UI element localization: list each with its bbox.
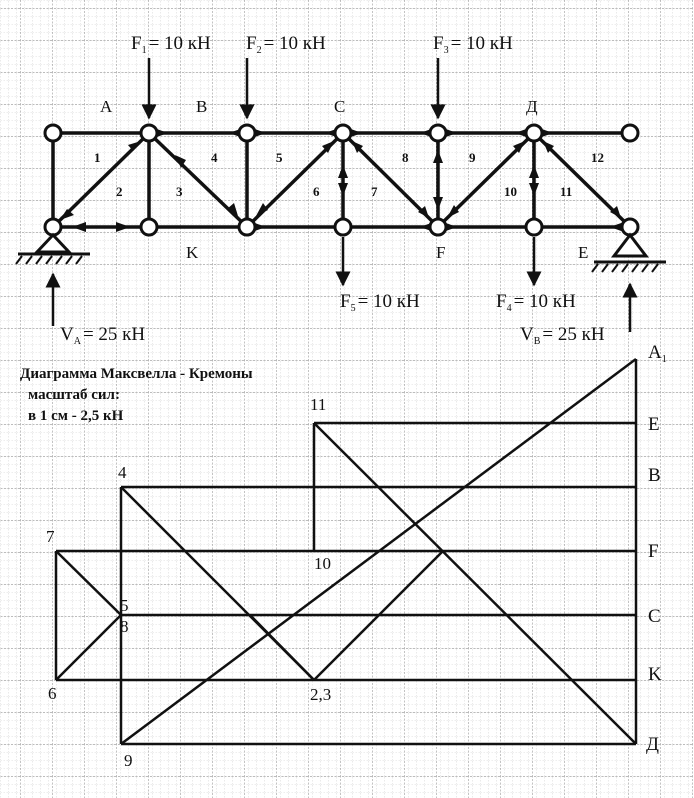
joint bbox=[45, 219, 61, 235]
panel-label-c: C bbox=[334, 97, 346, 116]
joint bbox=[239, 219, 255, 235]
panel-label-e: E bbox=[578, 243, 589, 262]
point-label-6: 6 bbox=[48, 684, 57, 703]
right-label-e: E bbox=[648, 414, 660, 435]
right-label-d: Д bbox=[646, 734, 659, 755]
reaction-label-va: $V_A = 25$ кН bbox=[60, 324, 146, 347]
point-label-7: 7 bbox=[46, 527, 55, 546]
cremona-title: Диаграмма Максвелла - Кремоны bbox=[20, 366, 253, 382]
member-number: 8 bbox=[402, 150, 409, 165]
load-label-f5: $F_5 = 10$ кН bbox=[340, 291, 420, 314]
point-label-5: 5 bbox=[120, 596, 129, 615]
joint bbox=[430, 219, 446, 235]
point-label-8: 8 bbox=[120, 617, 129, 636]
point-label-2-3: 2,3 bbox=[310, 685, 332, 704]
right-label-f: F bbox=[648, 541, 659, 562]
joint bbox=[430, 125, 446, 141]
panel-label-f: F bbox=[436, 243, 446, 262]
joint bbox=[526, 219, 542, 235]
member-number: 2 bbox=[116, 184, 123, 199]
panel-label-k: K bbox=[186, 243, 199, 262]
member-number: 12 bbox=[591, 150, 604, 165]
point-label-9: 9 bbox=[124, 751, 133, 770]
joint bbox=[335, 219, 351, 235]
point-label-11: 11 bbox=[310, 395, 327, 414]
joint bbox=[141, 219, 157, 235]
member-number: 6 bbox=[313, 184, 320, 199]
member-number: 10 bbox=[504, 184, 517, 199]
member-number: 1 bbox=[94, 150, 101, 165]
cremona-scale-label: масштаб сил: bbox=[28, 387, 120, 403]
right-label-k: K bbox=[648, 664, 662, 685]
right-label-b: B bbox=[648, 465, 661, 486]
load-label-f2: $F_2 = 10$ кН bbox=[246, 33, 326, 56]
panel-label-b: B bbox=[196, 97, 208, 116]
joint bbox=[526, 125, 542, 141]
reaction-label-vb: $V_B = 25$ кН bbox=[520, 324, 605, 347]
right-label-a1: $A_1$ bbox=[648, 342, 667, 365]
load-label-f3: $F_3 = 10$ кН bbox=[433, 33, 513, 56]
panel-label-d: Д bbox=[526, 97, 538, 116]
joint bbox=[239, 125, 255, 141]
member-number: 9 bbox=[469, 150, 476, 165]
member-number: 5 bbox=[276, 150, 283, 165]
joint bbox=[45, 125, 61, 141]
right-label-c: C bbox=[648, 606, 661, 627]
point-label-10: 10 bbox=[314, 554, 331, 573]
load-label-f4: $F_4 = 10$ кН bbox=[496, 291, 576, 314]
point-label-4: 4 bbox=[118, 463, 127, 482]
load-label-f1: $F_1 = 10$ кН bbox=[131, 33, 211, 56]
member-number: 4 bbox=[211, 150, 218, 165]
member-number: 3 bbox=[176, 184, 183, 199]
member-number: 7 bbox=[371, 184, 378, 199]
joint bbox=[141, 125, 157, 141]
panel-label-a: A bbox=[100, 97, 113, 116]
joint bbox=[335, 125, 351, 141]
member-number: 11 bbox=[560, 184, 573, 199]
joint bbox=[622, 125, 638, 141]
cremona-scale-value: в 1 см - 2,5 кН bbox=[28, 408, 124, 424]
